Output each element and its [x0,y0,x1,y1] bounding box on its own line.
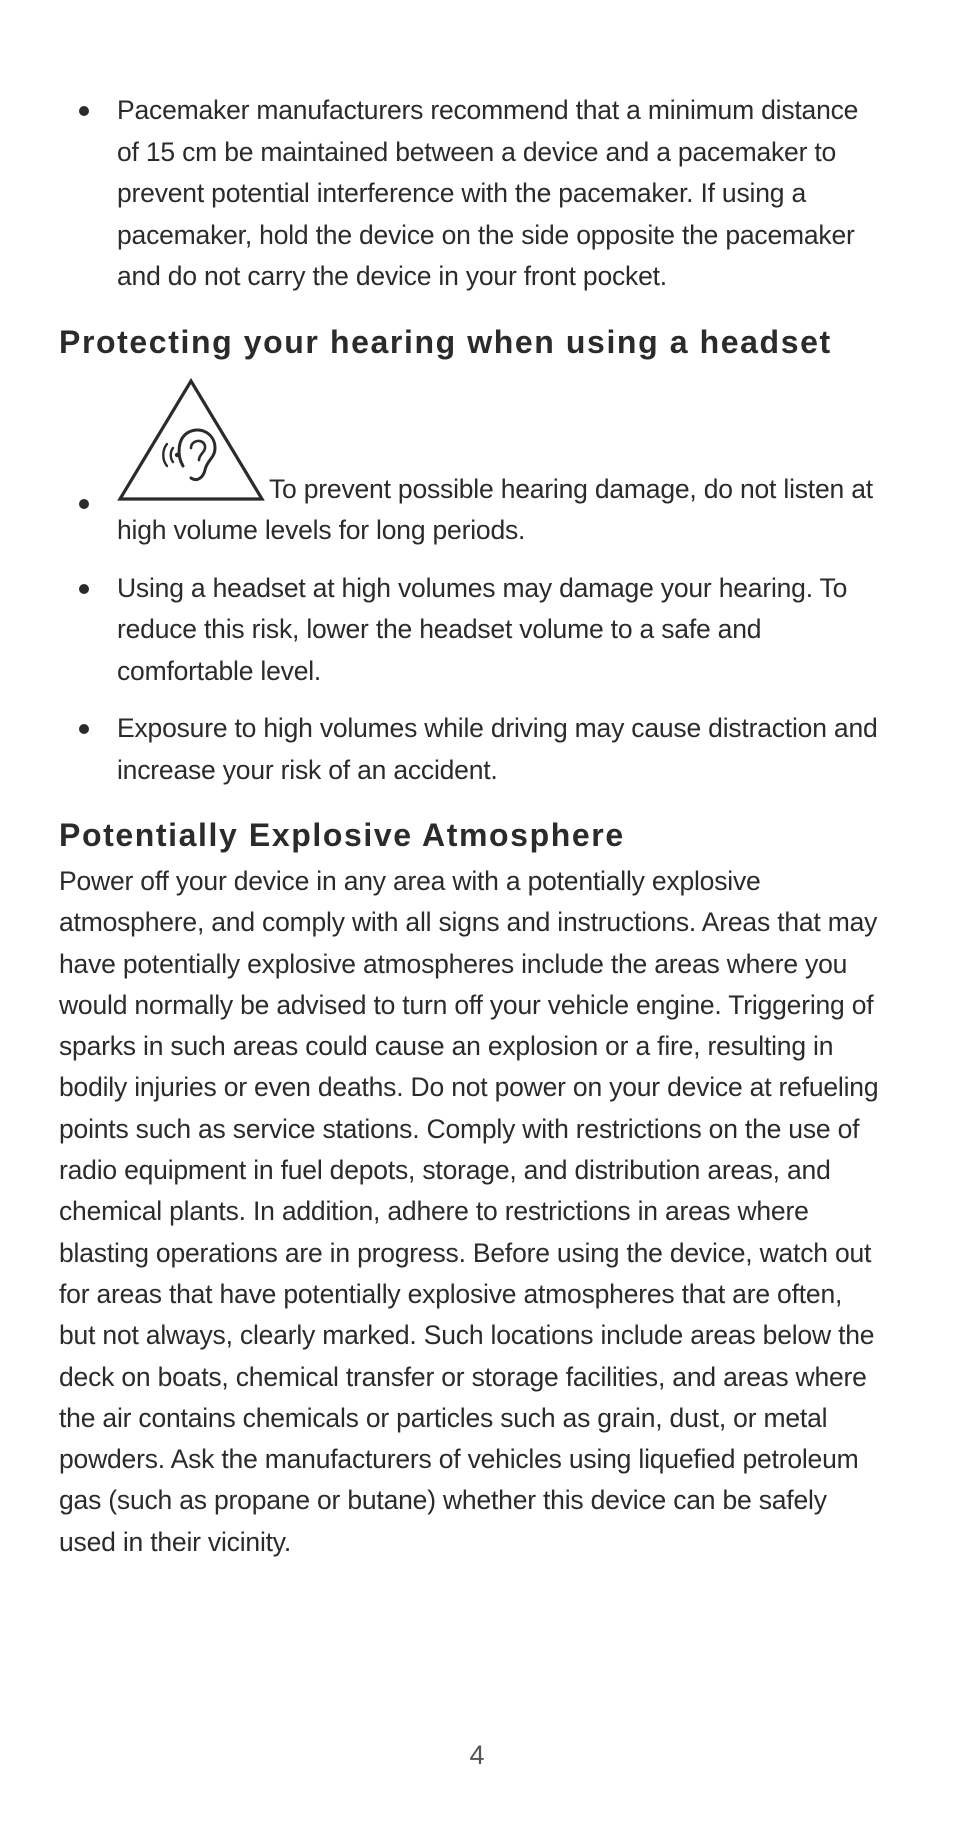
section-heading-hearing: Protecting your hearing when using a headset [59,323,832,360]
bullet-icon [79,724,89,734]
list-item-text: To prevent possible hearing damage, do not listen at high volume levels for long periods. [117,473,873,545]
list-item [59,90,879,298]
bullet-icon [79,499,89,509]
page-number: 4 [469,1740,485,1770]
hearing-damage-warning-icon [117,378,265,502]
list-item [59,374,879,552]
pacemaker-list [59,90,879,298]
list-item [59,708,879,791]
bullet-icon [79,584,89,594]
document-page [59,90,879,1563]
list-item-text: Using a headset at high volumes may damage your hearing. To reduce this risk, lower the headset volume to a safe and comfortable level. [117,572,848,686]
hearing-list [59,374,879,792]
explosive-paragraph: Power off your device in any area with a potentially explosive atmosphere, and comply with all signs and instructions. Areas that may have potentially explosive atmospheres include the areas where you would normally be advised to turn off your vehicle engine. Triggering of sparks in such areas could cause an explosion or a fire, resulting in bodily injuries or even deaths. Do not power on your device at refueling points such as service stations. Comply with restrictions on the use of radio equipment in fuel depots, storage, and distribution areas, and chemical plants. In addition, adhere to restrictions in areas where blasting operations are in progress. Before using the device, watch out for areas that have potentially explosive atmospheres that are often, but not always, clearly marked. Such locations include areas below the deck on boats, chemical transfer or storage facilities, and areas where the air contains chemicals or particles such as grain, dust, or metal powders. Ask the manufacturers of vehicles using liquefied petroleum gas (such as propane or butane) whether this device can be safely used in their vicinity. [59,866,879,1557]
section-heading-explosive: Potentially Explosive Atmosphere [59,817,625,853]
list-item [59,568,879,693]
list-item-text: Exposure to high volumes while driving may cause distraction and increase your risk of an accident. [117,713,878,785]
bullet-icon [79,106,89,116]
list-item-text: Pacemaker manufacturers recommend that a minimum distance of 15 cm be maintained between a device and a pacemaker to prevent potential interference with the pacemaker. If using a pacemaker, hold the device on the side opposite the pacemaker and do not carry the device in your front pocket. [117,95,859,291]
